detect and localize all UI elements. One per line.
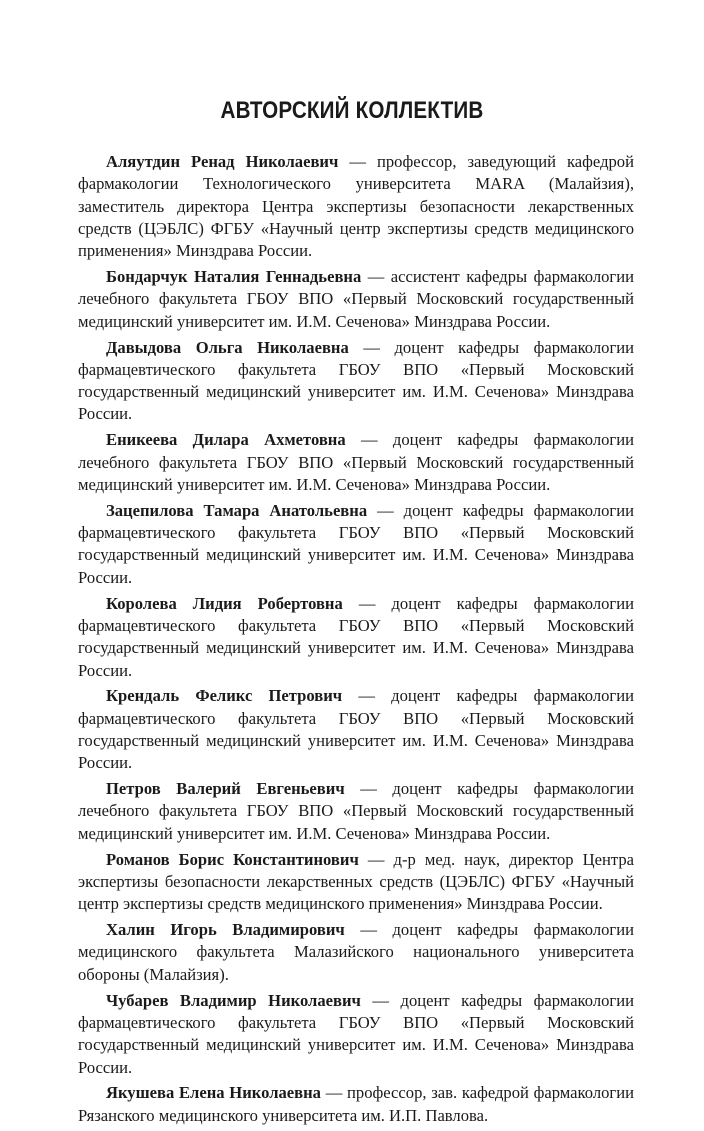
author-entry [78,990,634,1079]
author-entry [78,1082,634,1127]
author-name: Крендаль Феликс Петрович [106,686,343,706]
author-list [78,151,634,1131]
author-entry [78,429,634,496]
author-entry [78,685,634,774]
author-entry [78,266,634,333]
author-name: Зацепилова Тамара Анатольевна [106,500,368,520]
author-name: Аляутдин Ренад Николаевич [106,152,339,171]
author-entry [78,919,634,986]
author-description: — профессор, зав. кафедрой фармакологии Рязанского медицинского университета им. И.П. Павлова. [78,1083,634,1125]
author-description: — д-р мед. наук, директор Центра экспертизы безопасности лекарственных средств (ЦЭБЛС) ФГБУ «Научный центр экспертизы средств медицинского применения» Минздрава России. [78,849,634,914]
author-entry [78,337,634,426]
author-entry [78,778,634,845]
author-name: Бондарчук Наталия Геннадьевна [106,267,362,287]
author-name: Петров Валерий Евгеньевич [106,779,345,799]
author-description: — доцент кафедры фармакологии лечебного факультета ГБОУ ВПО «Первый Московский государственный медицинский университет им. И.М. Сеченова» Минздрава России. [78,779,635,843]
author-description: — профессор, заведующий кафедрой фармакологии Технологического университета MARA (Малайзия), заместитель директора Центра экспертизы безопасности лекарственных средств (ЦЭБЛС) ФГБУ «Научный центр экспертизы средств медицинского применения» Минздрава России. [78,152,634,261]
author-entry [78,151,634,262]
author-entry [78,500,634,589]
author-name: Королева Лидия Робертовна [106,593,343,613]
author-entry [78,849,634,916]
author-description: — доцент кафедры фармакологии фармацевтического факультета ГБОУ ВПО «Первый Московский государственный медицинский университет им. И.М. Сеченова» Минздрава России. [78,686,634,773]
author-description: — доцент кафедры фармакологии фармацевтического факультета ГБОУ ВПО «Первый Московский государственный медицинский университет им. И.М. Сеченова» Минздрава России. [78,337,635,424]
author-name: Халин Игорь Владимирович [106,920,345,940]
author-description: — доцент кафедры фармакологии фармацевтического факультета ГБОУ ВПО «Первый Московский государственный медицинский университет им. И.М. Сеченова» Минздрава России. [78,500,634,587]
author-description: — доцент кафедры фармакологии фармацевтического факультета ГБОУ ВПО «Первый Московский государственный медицинский университет им. И.М. Сеченова» Минздрава России. [78,990,634,1077]
page-title: АВТОРСКИЙ КОЛЛЕКТИВ [220,97,484,124]
author-name: Романов Борис Константинович [106,849,359,869]
author-entry [78,593,634,682]
author-description: — ассистент кафедры фармакологии лечебного факультета ГБОУ ВПО «Первый Московский государственный медицинский университет им. И.М. Сеченова» Минздрава России. [78,267,634,331]
author-name: Еникеева Дилара Ахметовна [106,430,346,450]
author-name: Давыдова Ольга Николаевна [106,337,349,357]
author-name: Чубарев Владимир Николаевич [106,990,361,1010]
author-name: Якушева Елена Николаевна [106,1083,321,1103]
author-description: — доцент кафедры фармакологии медицинского факультета Малазийского национального университета обороны (Малайзия). [78,920,634,984]
author-description: — доцент кафедры фармакологии фармацевтического факультета ГБОУ ВПО «Первый Московский государственный медицинский университет им. И.М. Сеченова» Минздрава России. [78,593,634,680]
author-description: — доцент кафедры фармакологии лечебного факультета ГБОУ ВПО «Первый Московский государственный медицинский университет им. И.М. Сеченова» Минздрава России. [78,430,634,494]
